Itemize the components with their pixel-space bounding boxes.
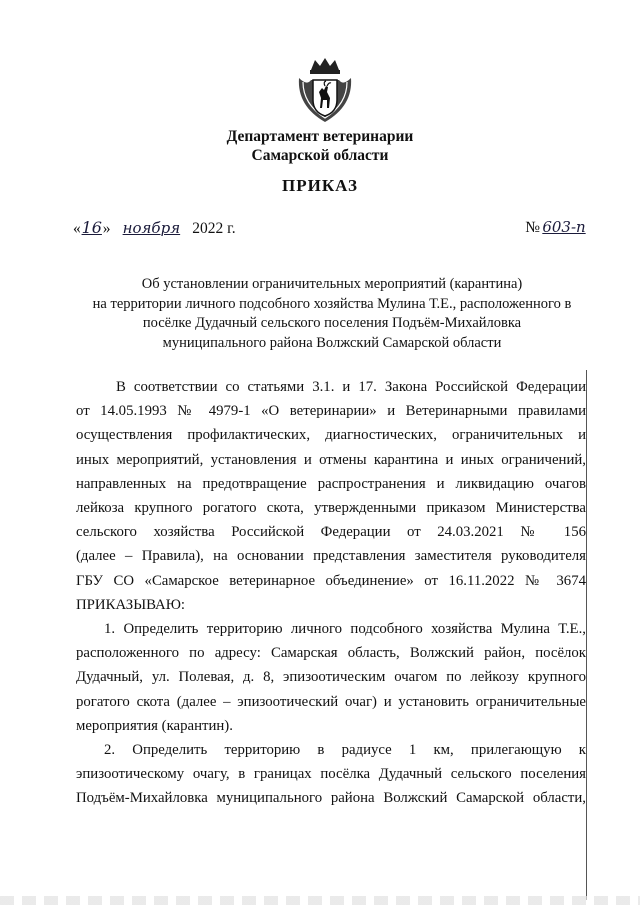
order-word: ПРИКАЗЫВАЮ: xyxy=(76,596,186,613)
body-line: направленных на предотвращение распространения и ликвидацию очагов xyxy=(76,475,586,492)
subject-line: на территории личного подсобного хозяйства Мулина Т.Е., расположенного в xyxy=(92,295,572,312)
subject-line: посёлке Дудачный сельского поселения Подъём-Михайловка xyxy=(142,315,522,331)
body-line: осуществления профилактических, диагностических, ограничительных и xyxy=(76,427,586,444)
item-line: эпизоотическому очагу, в границах посёлка Дудачный сельского поселения xyxy=(76,766,586,783)
item-line: рогатого скота (далее – эпизоотический очаг) и установить ограничительные xyxy=(76,693,586,710)
date-year: 2022 г. xyxy=(192,220,236,237)
item-line: расположенного по адресу: Самарская область, Волжский район, посёлок xyxy=(76,645,586,662)
date-close-quote: » xyxy=(102,220,111,237)
coat-of-arms-icon xyxy=(293,56,357,126)
department-name-line2: Самарской области xyxy=(251,147,389,164)
body-line: В соответствии со статьями 3.1. и 17. Закона Российской Федерации xyxy=(116,379,586,395)
order-date xyxy=(73,218,236,238)
item-line: 2. Определить территорию в радиусе 1 км, прилегающую к xyxy=(104,742,586,759)
date-month: ноября xyxy=(122,219,181,237)
body-line: сельского хозяйства Российской Федерации от 24.03.2021 № 156 xyxy=(76,524,586,541)
body-line: (далее – Правила), на основании представления заместителя руководителя xyxy=(76,548,586,565)
document-title: ПРИКАЗ xyxy=(282,176,358,195)
order-number xyxy=(525,218,588,237)
subject-line: Об установлении ограничительных мероприятий (карантина) xyxy=(141,276,523,292)
scan-edge-divider xyxy=(586,370,587,900)
item-line: Дудачный, ул. Полевая, д. 8, эпизоотическим очагом по лейкозу крупного xyxy=(76,669,586,686)
body-line: лейкоза крупного рогатого скота, утвержденными приказом Министерства xyxy=(76,500,586,517)
subject-line: муниципального района Волжский Самарской области xyxy=(162,334,502,351)
item-line: Подъём-Михайловка муниципального района Волжский Самарской области, xyxy=(76,790,586,807)
scan-bottom-edge xyxy=(0,896,640,905)
item-line: мероприятия (карантин). xyxy=(76,717,233,734)
order-number-prefix: № xyxy=(525,219,540,236)
department-name-line1: Департамент ветеринарии xyxy=(226,128,414,145)
order-number-value: 603-п xyxy=(542,218,586,236)
date-open-quote: « xyxy=(73,220,81,237)
order-body xyxy=(76,375,586,811)
item-line: 1. Определить территорию личного подсобного хозяйства Мулина Т.Е., xyxy=(104,621,586,638)
order-subject xyxy=(76,275,588,353)
body-line: от 14.05.1993 № 4979-1 «О ветеринарии» и Ветеринарными правилами xyxy=(76,403,586,420)
body-line: иных мероприятий, установления и отмены карантина и иных ограничений, xyxy=(76,451,586,468)
date-day: 16 xyxy=(81,218,102,237)
body-line: ГБУ СО «Самарское ветеринарное объединение» от 16.11.2022 № 3674 xyxy=(76,572,586,589)
